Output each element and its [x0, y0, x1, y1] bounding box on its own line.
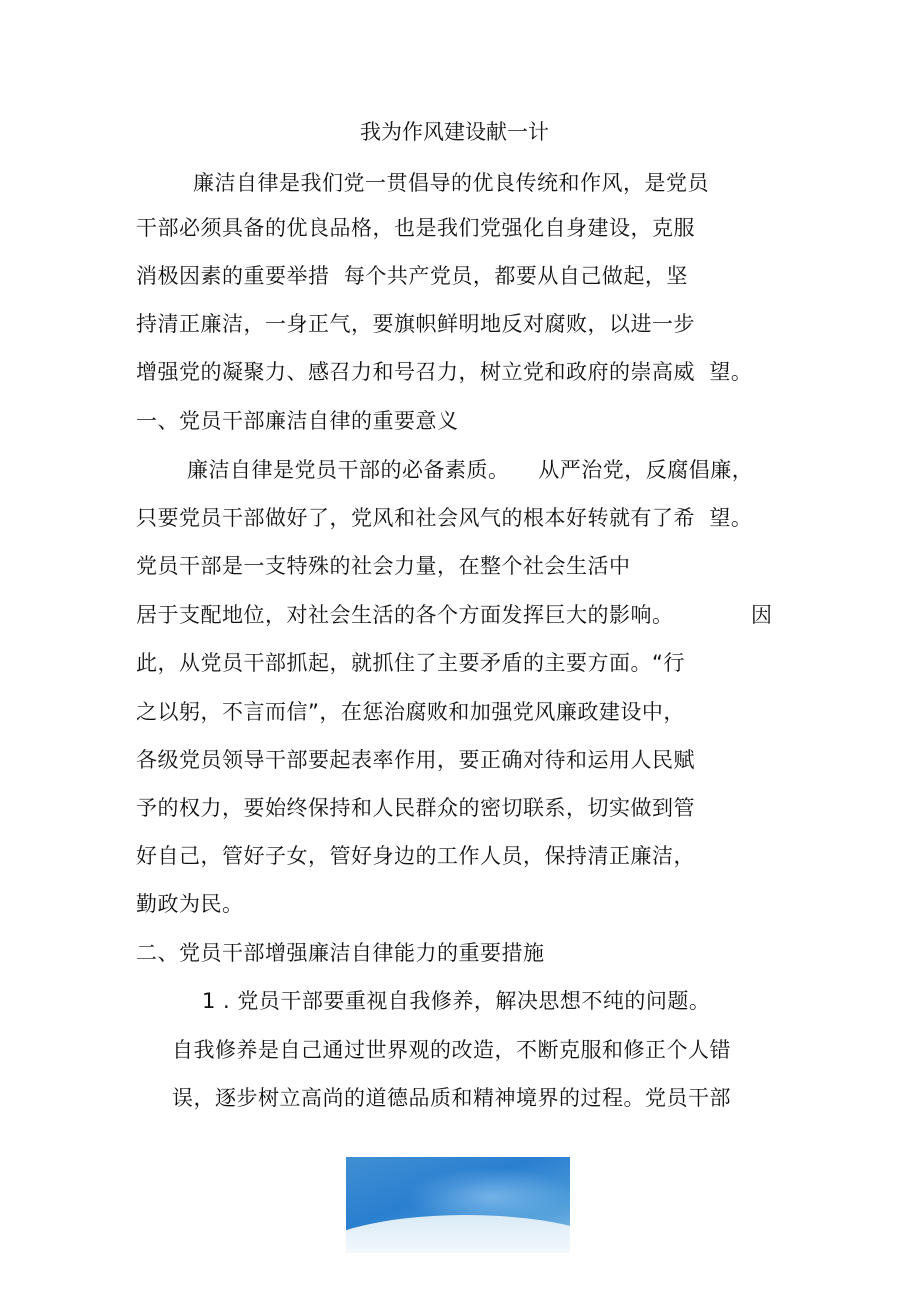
image-wave: [346, 1215, 570, 1253]
paragraph-line: 廉洁自律是我们党一贯倡导的优良传统和作风，是党员: [193, 171, 709, 195]
paragraph-line: 予的权力，要始终保持和人民群众的密切联系，切实做到管: [136, 796, 695, 820]
paragraph-line: 持清正廉洁，一身正气，要旗帜鲜明地反对腐败，以进一步: [136, 312, 695, 336]
paragraph-line: 党员干部是一支特殊的社会力量，在整个社会生活中: [136, 554, 631, 578]
paragraph-line: 居于支配地位，对社会生活的各个方面发挥巨大的影响。: [136, 603, 674, 627]
paragraph-line: 此，从党员干部抓起，就抓住了主要矛盾的主要方面。“行: [136, 651, 685, 675]
paragraph-line: 勤政为民。: [136, 892, 244, 916]
paragraph-line: 之以躬，不言而信”，在惩治腐败和加强党风廉政建设中，: [136, 700, 685, 724]
paragraph-line: 消极因素的重要举措 每个共产党员，都要从自己做起，坚: [136, 264, 688, 288]
subsection-heading: 1 . 党员干部要重视自我修养，解决思想不纯的问题。: [202, 989, 711, 1013]
paragraph-line: 增强党的凝聚力、感召力和号召力，树立党和政府的崇高威 望。: [136, 360, 753, 384]
paragraph-line: 误，逐步树立高尚的道德品质和精神境界的过程。党员干部: [172, 1086, 731, 1110]
paragraph-line: 因: [751, 603, 773, 627]
paragraph-line: 干部必须具备的优良品格，也是我们党强化自身建设，克服: [136, 216, 695, 240]
paragraph-line: 各级党员领导干部要起表率作用，要正确对待和运用人民赋: [136, 748, 695, 772]
document-title: 我为作风建设献一计: [360, 120, 549, 144]
decorative-image: [346, 1157, 570, 1253]
paragraph-line: 廉洁自律是党员干部的必备素质。 从严治党，反腐倡廉，: [187, 458, 754, 482]
section-heading: 二、党员干部增强廉洁自律能力的重要措施: [136, 941, 545, 965]
section-heading: 一、党员干部廉洁自律的重要意义: [136, 409, 459, 433]
paragraph-line: 只要党员干部做好了，党风和社会风气的根本好转就有了希 望。: [136, 506, 753, 530]
paragraph-line: 好自己，管好子女，管好身边的工作人员，保持清正廉洁，: [136, 844, 695, 868]
paragraph-line: 自我修养是自己通过世界观的改造，不断克服和修正个人错: [172, 1038, 731, 1062]
